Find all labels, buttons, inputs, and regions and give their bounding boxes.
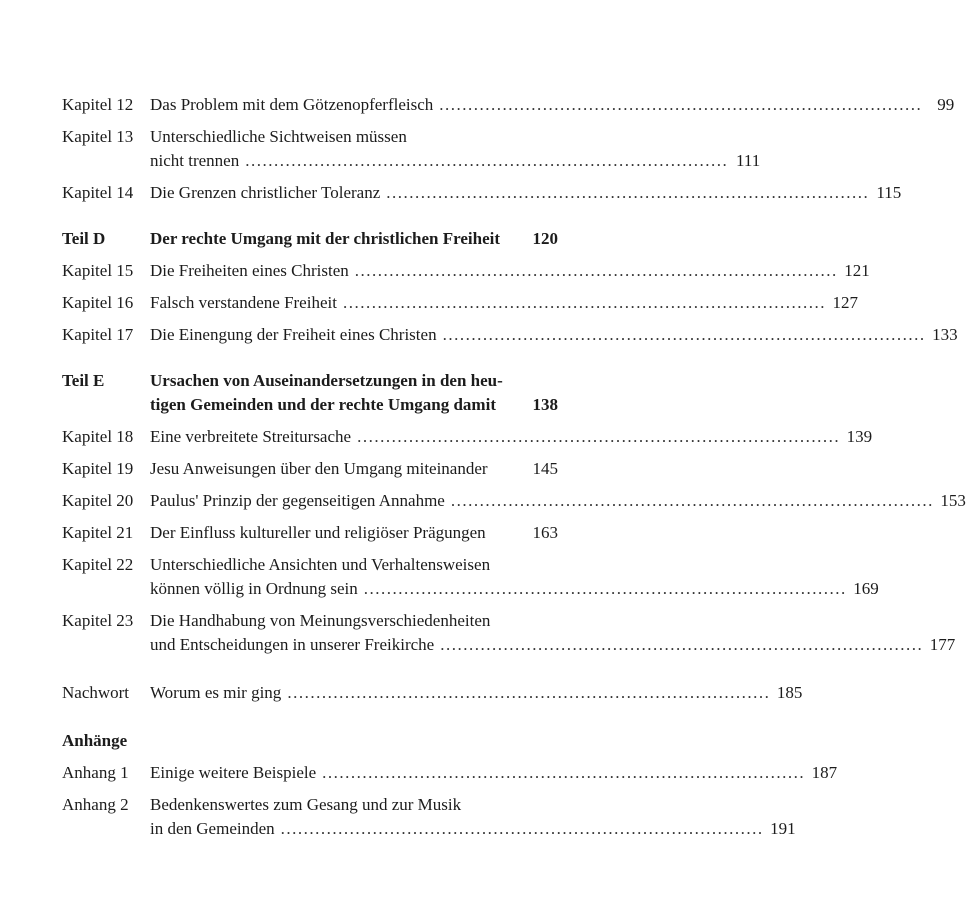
leader-dots: ....................................................................................	[439, 95, 923, 114]
toc-title: Einige weitere Beispiele	[150, 763, 317, 782]
toc-label: Kapitel 20	[62, 491, 134, 510]
toc-entry-teil-e	[62, 369, 558, 417]
toc-title-continued: tigen Gemeinden und der rechte Umgang damit	[150, 395, 496, 414]
toc-page-number: 153	[940, 491, 966, 510]
toc-label: Kapitel 23	[62, 611, 134, 630]
leader-dots: ....................................................................................	[363, 579, 847, 598]
toc-entry-kapitel-14	[62, 181, 902, 205]
leader-dots: ....................................................................................	[322, 763, 806, 782]
toc-title: Worum es mir ging	[150, 683, 282, 702]
toc-title: Bedenkenswertes zum Gesang und zur Musik	[150, 795, 462, 814]
toc-label: Kapitel 17	[62, 325, 134, 344]
toc-entry-nachwort	[62, 681, 803, 705]
toc-entry-anhang-2	[62, 793, 796, 841]
toc-label: Kapitel 13	[62, 127, 134, 146]
toc-label: Kapitel 12	[62, 95, 134, 114]
toc-label: Kapitel 18	[62, 427, 134, 446]
toc-entry-kapitel-21	[62, 521, 558, 545]
toc-title: Die Einengung der Freiheit eines Christen	[150, 325, 437, 344]
leader-dots: ....................................................................................	[442, 325, 926, 344]
toc-page-number: 115	[876, 183, 902, 202]
toc-page-number: 120	[532, 229, 558, 248]
toc-entry-kapitel-17	[62, 323, 958, 347]
toc-title: Das Problem mit dem Götzenopferfleisch	[150, 95, 434, 114]
toc-entry-teil-d	[62, 227, 558, 251]
leader-dots: ....................................................................................	[386, 183, 870, 202]
toc-label: Kapitel 14	[62, 183, 134, 202]
toc-entry-kapitel-12	[62, 93, 955, 117]
toc-title: Die Grenzen christlicher Toleranz	[150, 183, 381, 202]
toc-label: Nachwort	[62, 683, 130, 702]
toc-title-continued: in den Gemeinden	[150, 819, 275, 838]
toc-entry-kapitel-13	[62, 125, 761, 173]
toc-label: Anhang 1	[62, 763, 129, 782]
toc-entry-kapitel-19	[62, 457, 558, 481]
toc-title: Ursachen von Auseinandersetzungen in den heu-	[150, 371, 503, 390]
toc-title: Jesu Anweisungen über den Umgang miteinander	[150, 459, 488, 478]
toc-entry-kapitel-18	[62, 425, 873, 449]
toc-title: Die Freiheiten eines Christen	[150, 261, 349, 280]
toc-title: Der Einfluss kultureller und religiöser Prägungen	[150, 523, 486, 542]
toc-page-number: 121	[844, 261, 870, 280]
toc-entry-kapitel-16	[62, 291, 858, 315]
toc-title-continued: und Entscheidungen in unserer Freikirche	[150, 635, 435, 654]
toc-title-continued: nicht trennen	[150, 151, 240, 170]
toc-title: Falsch verstandene Freiheit	[150, 293, 337, 312]
leader-dots: ....................................................................................	[450, 491, 934, 510]
leader-dots: ....................................................................................	[354, 261, 838, 280]
leader-dots: ....................................................................................	[280, 819, 764, 838]
toc-entry-kapitel-23	[62, 609, 956, 657]
toc-page-number: 177	[929, 635, 956, 654]
toc-entry-kapitel-15	[62, 259, 870, 283]
toc-page-number: 138	[532, 395, 558, 414]
toc-title: Eine verbreitete Streitursache	[150, 427, 352, 446]
leader-dots: ....................................................................................	[245, 151, 729, 170]
toc-page-number: 99	[937, 95, 955, 114]
toc-label: Teil D	[62, 229, 106, 248]
toc-page-number: 163	[532, 523, 558, 542]
toc-page-number: 187	[811, 763, 838, 782]
section-heading-anhaenge: Anhänge	[62, 731, 128, 750]
toc-page-number: 111	[735, 151, 761, 170]
toc-entry-kapitel-22	[62, 553, 879, 601]
toc-title: Die Handhabung von Meinungsverschiedenheiten	[150, 611, 491, 630]
toc-label: Kapitel 21	[62, 523, 134, 542]
leader-dots: ....................................................................................	[287, 683, 771, 702]
toc-label: Kapitel 16	[62, 293, 134, 312]
leader-dots: ....................................................................................	[440, 635, 924, 654]
toc-page-number: 127	[832, 293, 858, 312]
toc-page-number: 133	[932, 325, 958, 344]
toc-title: Unterschiedliche Sichtweisen müssen	[150, 127, 407, 146]
toc-page-number: 191	[770, 819, 796, 838]
toc-label: Teil E	[62, 371, 105, 390]
toc-entry-kapitel-20	[62, 489, 966, 513]
toc-label: Kapitel 19	[62, 459, 134, 478]
toc-title-continued: können völlig in Ordnung sein	[150, 579, 358, 598]
toc-title: Der rechte Umgang mit der christlichen Freiheit	[150, 229, 500, 248]
toc-entry-anhang-1	[62, 761, 838, 785]
toc-label: Anhang 2	[62, 795, 129, 814]
toc-page-number: 169	[853, 579, 879, 598]
toc-title: Paulus' Prinzip der gegenseitigen Annahme	[150, 491, 445, 510]
leader-dots: ....................................................................................	[342, 293, 826, 312]
toc-label: Kapitel 15	[62, 261, 134, 280]
toc-label: Kapitel 22	[62, 555, 134, 574]
toc-title: Unterschiedliche Ansichten und Verhaltensweisen	[150, 555, 491, 574]
toc-page-number: 145	[532, 459, 558, 478]
toc-page-number: 185	[776, 683, 803, 702]
table-of-contents	[62, 93, 966, 841]
leader-dots: ....................................................................................	[357, 427, 841, 446]
toc-page-number: 139	[846, 427, 873, 446]
